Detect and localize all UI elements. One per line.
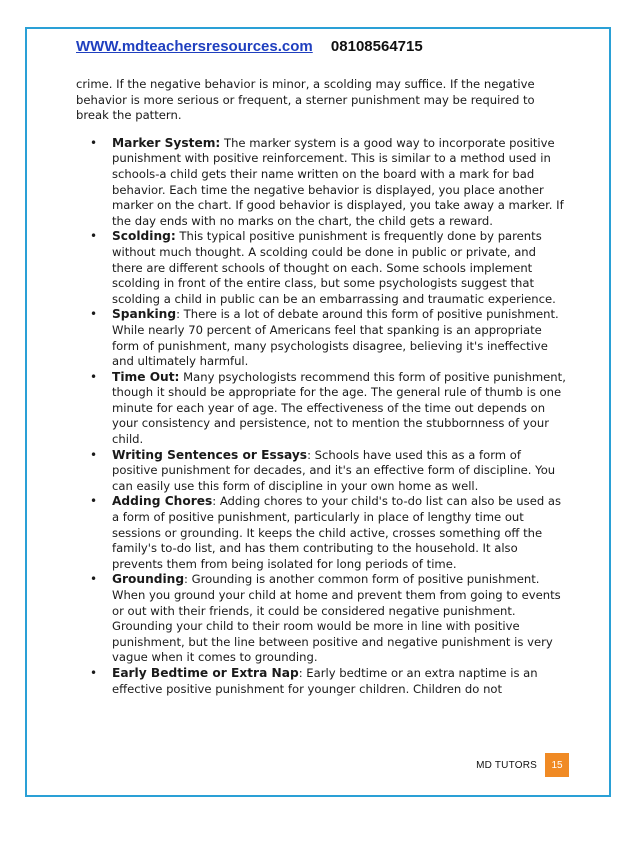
list-item-text: : There is a lot of debate around this form of positive punishment. While nearly 70 percent of Americans feel that spanking is an appropriate form of punishment, many psychologists disagree, believing it's ineffective and ultimately harmful.: [112, 307, 559, 369]
list-item: [76, 307, 566, 369]
list-item-term: Time Out:: [112, 369, 180, 384]
bullet-icon: •: [90, 369, 98, 384]
document-body: [76, 77, 566, 697]
website-link[interactable]: WWW.mdteachersresources.com: [76, 38, 313, 55]
list-item: [76, 448, 566, 495]
list-item-text: : Adding chores to your child's to-do list can also be used as a form of positive punishment, particularly in place of lengthy time out sessions or grounding. It keeps the child active, crosses something off the family's to-do list, and has them contributing to the household. It also prevents them from being isolated for long periods of time.: [112, 494, 562, 571]
page-number-badge: 15: [545, 753, 569, 777]
bullet-icon: •: [90, 447, 98, 462]
list-item-text: The marker system is a good way to incorporate positive punishment with positive reinforcement. This is similar to a method used in schools-a child gets their name written on the board with a mark for bad behavior. Each time the negative behavior is displayed, you place another marker on the chart. If good behavior is displayed, you take away a marker. If the day ends with no marks on the chart, the child gets a reward.: [112, 135, 564, 228]
list-item-term: Adding Chores: [112, 494, 213, 509]
footer-brand: MD TUTORS: [476, 759, 537, 771]
bullet-icon: •: [90, 665, 98, 680]
intro-paragraph: crime. If the negative behavior is minor, a scolding may suffice. If the negative behavior is more serious or frequent, a sterner punishment may be required to break the pattern.: [76, 77, 535, 123]
list-item-term: Early Bedtime or Extra Nap: [112, 665, 299, 680]
bullet-icon: •: [90, 135, 98, 150]
list-item-text: : Early bedtime or an extra naptime is an effective positive punishment for younger children. Children do not: [112, 665, 538, 696]
list-item: [76, 494, 566, 572]
list-item: [76, 370, 566, 448]
list-item-term: Marker System:: [112, 135, 221, 150]
list-item: [76, 666, 566, 697]
list-item: [76, 572, 566, 666]
list-item-text: Many psychologists recommend this form of positive punishment, though it should be appropriate for the age. The general rule of thumb is one minute for each year of age. The effectiveness of the time out depends on your consistency and persistence, not to mention the stubbornness of your child.: [112, 369, 566, 447]
list-item-term: Writing Sentences or Essays: [112, 447, 308, 462]
list-item: [76, 136, 566, 230]
bullet-icon: •: [90, 307, 98, 322]
list-item: [76, 229, 566, 307]
list-item-text: : Grounding is another common form of positive punishment. When you ground your child at home and prevent them from going to events or out with their friends, it could be considered negative punishment. Grounding your child to their room would be more in line with positive punishment, but the line between positive and negative punishment is very vague when it comes to grounding.: [112, 572, 561, 665]
punishment-list: [76, 136, 566, 697]
list-item-text: : Schools have used this as a form of positive punishment for decades, and it's an effective form of discipline. You can easily use this form of discipline in your own home as well.: [112, 447, 556, 493]
list-item-term: Grounding: [112, 572, 185, 587]
bullet-icon: •: [90, 494, 98, 509]
page-footer: [476, 753, 569, 777]
page-header: [76, 38, 423, 55]
list-item-text: This typical positive punishment is frequently done by parents without much thought. A scolding could be done in public or private, and there are different schools of thought on each. Some schools implement scolding in front of the entire class, but some psychologists suggest that scolding a child in public can be an embarrassing and traumatic experience.: [112, 229, 556, 306]
list-item-term: Scolding:: [112, 229, 176, 244]
phone-number: 08108564715: [330, 38, 423, 55]
bullet-icon: •: [90, 572, 98, 587]
bullet-icon: •: [90, 229, 98, 244]
list-item-term: Spanking: [112, 307, 177, 322]
